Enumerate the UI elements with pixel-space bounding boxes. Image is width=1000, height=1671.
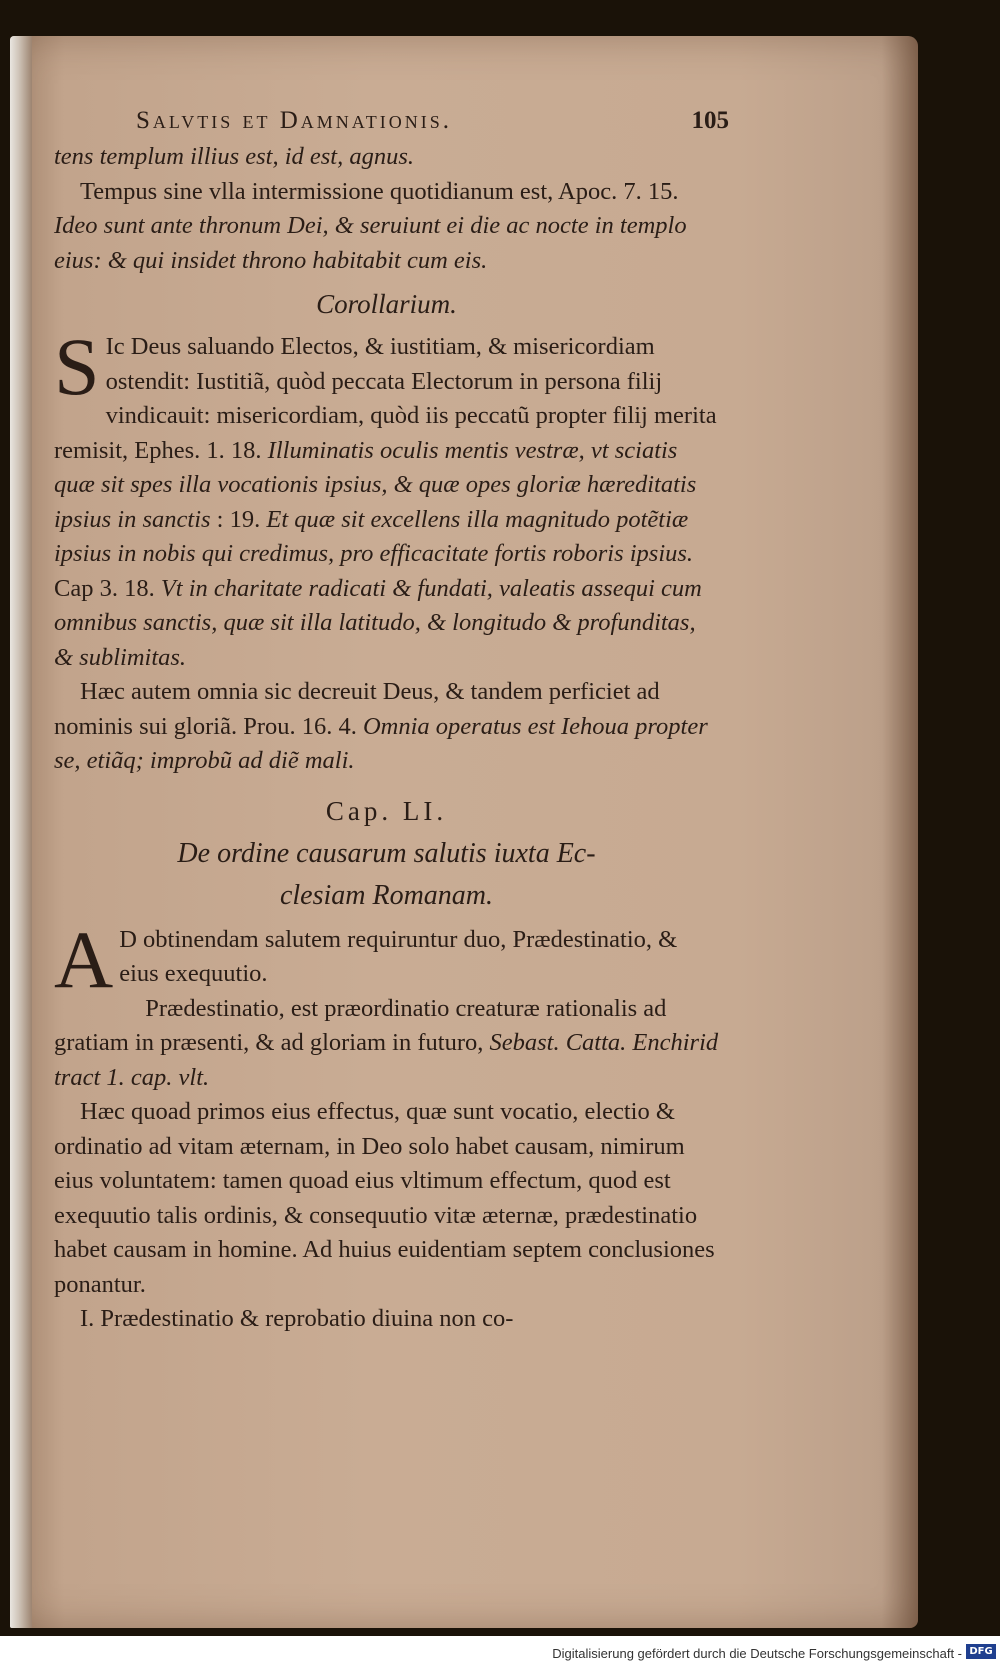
page-text-block (54, 104, 729, 1337)
haec-italic: Omnia operatus est Iehoua propter se, etiãq; improbũ ad diẽ mali. (54, 712, 708, 774)
praedest-roman: Prædestinatio, est præordinatio creaturæ rationalis ad gratiam in præsenti, & ad gloriam in futuro, (54, 994, 667, 1056)
chapter-first-text: D obtinendam salutem requiruntur duo, Prædestinatio, & eius exequutio. (119, 925, 678, 987)
paragraph-conclusio-1: I. Prædestinatio & reprobatio diuina non co- (80, 1305, 514, 1332)
corollarium-roman-2: : 19. (210, 505, 267, 533)
page-number: 105 (691, 107, 729, 134)
paragraph-haec-quoad: Hæc quoad primos eius effectus, quæ sunt vocatio, electio & ordinatio ad vitam æternam, in Deo solo habet causam, nimirum eius voluntatem: tamen quoad eius vltimum effectum, quod est exequutio talis ordinis, & consequutio vitæ æternæ, prædestinatio habet causam in homine. Ad huius euidentiam septem conclusiones ponantur. (54, 1098, 715, 1298)
running-head (136, 104, 729, 140)
corollarium-dropcap: S (54, 321, 100, 412)
paragraph-haec (54, 675, 719, 779)
tempus-italic: Ideo sunt ante thronum Dei, & seruiunt ei die ac nocte in templo eius: & qui insidet throno habitabit cum eis. (54, 212, 687, 274)
corollarium-italic-2: Et quæ sit excellens illa magnitudo potẽtiæ ipsius in nobis qui credimus, pro efficacitate fortis roboris ipsius. (54, 505, 694, 567)
chapter-title (54, 833, 719, 917)
chapter-first-paragraph (54, 913, 719, 1005)
praedest-italic: Sebast. Catta. Enchirid tract 1. cap. vlt. (54, 1029, 719, 1091)
haec-roman: Hæc autem omnia sic decreuit Deus, & tandem perficiet ad nominis sui gloriã. Prou. 16. 4. (54, 678, 660, 740)
footer-credit: Digitalisierung gefördert durch die Deutsche Forschungsgemeinschaft - (552, 1646, 962, 1661)
chapter-title-line-1: De ordine causarum salutis iuxta Ec- (177, 837, 596, 869)
book-page (10, 36, 918, 1628)
tempus-roman: Tempus sine vlla intermissione quotidianum est, Apoc. 7. 15. (80, 177, 679, 205)
corollarium-italic-3: Vt in charitate radicati & fundati, valeatis assequi cum omnibus sanctis, quæ sit illa latitudo, & longitudo & profunditas, & sublimitas. (54, 574, 702, 671)
dfg-logo: DFG (966, 1644, 996, 1659)
corollarium-italic-1: Illuminatis oculis mentis vestræ, vt sciatis quæ sit spes illa vocationis ipsius, & quæ opes gloriæ hæreditatis ipsius in sanctis (54, 436, 697, 533)
running-head-title: Salvtis et Damnationis. (136, 107, 453, 134)
corollarium-paragraph (54, 321, 719, 675)
page-spine (10, 36, 32, 1628)
chapter-number: Cap. LI. (325, 795, 448, 826)
corollarium-heading: Corollarium. (316, 289, 457, 319)
chapter-dropcap: A (54, 913, 114, 1005)
chapter-title-line-2: clesiam Romanam. (279, 879, 494, 911)
continuation-line: tens templum illius est, id est, agnus. (54, 143, 414, 170)
corollarium-roman-3: Cap 3. 18. (54, 574, 161, 602)
paragraph-tempus (54, 175, 719, 279)
corollarium-roman-1: Ic Deus saluando Electos, & iustitiam, & misericordiam ostendit: Iustitiã, quòd peccata Electorum in persona filij vindicauit: misericordiam, quòd iis peccatũ propter filij merita remisit, Ephes. 1. 18. (54, 333, 717, 464)
digitization-footer (0, 1636, 1000, 1671)
paragraph-praedestinatio (54, 992, 719, 1096)
